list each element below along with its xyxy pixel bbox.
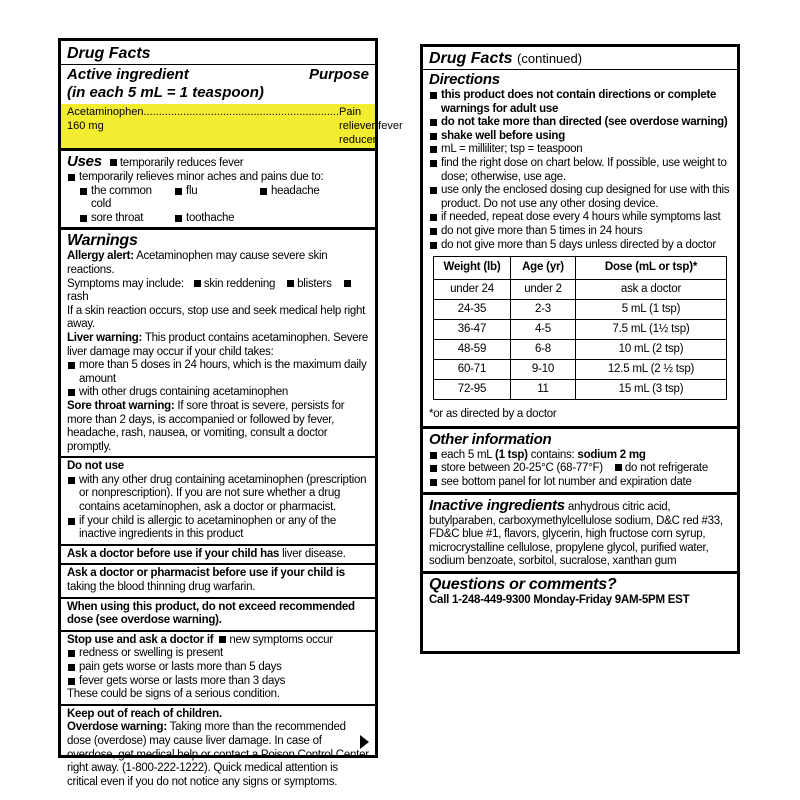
questions-phone: Call 1-248-449-9300 Monday-Friday 9AM-5PM EST (429, 593, 690, 606)
purpose-heading: Purpose (308, 66, 369, 83)
do-not-use-heading: Do not use (67, 460, 124, 473)
directions-heading: Directions (429, 71, 500, 88)
warnings-section (67, 232, 369, 789)
allergy-label: Allergy alert: (67, 250, 134, 263)
use-item: flu (174, 185, 259, 212)
uses-items (67, 185, 369, 226)
continue-arrow-icon (360, 735, 369, 749)
cell-weight: 48-59 (434, 340, 511, 360)
liver-label: Liver warning: (67, 331, 143, 344)
drug-facts-panel-right (420, 44, 740, 654)
active-ingredient-row (61, 104, 403, 148)
active-ingredient-sub: (in each 5 mL = 1 teaspoon) (67, 84, 264, 101)
symptom: blisters (297, 277, 332, 290)
each-mid: contains: (530, 448, 575, 461)
direction-item: shake well before using (429, 130, 731, 144)
ask-doctor-text: liver disease. (282, 547, 346, 560)
cell-weight: under 24 (434, 280, 511, 300)
inactive-section (429, 497, 731, 569)
table-row (434, 360, 727, 380)
use-item: headache (259, 185, 369, 212)
use-item: toothache (174, 212, 259, 226)
inactive-heading: Inactive ingredients (429, 496, 565, 514)
symptoms-label: Symptoms may include: (67, 277, 184, 290)
table-row (434, 300, 727, 320)
table-footnote: *or as directed by a doctor (429, 408, 557, 421)
throat-text: If sore throat is severe, persists for more than 2 days, is accompanied or followed by fever, headache, rash, nausea, or vomiting, consult a doctor promptly. (67, 399, 345, 453)
cell-age: 4-5 (511, 320, 576, 340)
cell-weight: 72-95 (434, 380, 511, 400)
continued-label: (continued) (517, 51, 583, 66)
do-not-use-item: with any other drug containing acetaminophen (prescription or nonprescription). If you are not sure whether a drug contains acetaminophen, ask a doctor or pharmacist. (67, 474, 369, 515)
stop-use-first: new symptoms occur (229, 633, 333, 646)
cell-dose: 10 mL (2 tsp) (576, 340, 727, 360)
use-item: the common cold (79, 185, 174, 212)
direction-item: find the right dose on chart below. If possible, use weight to dose; otherwise, use age. (429, 157, 731, 184)
stop-use-item: redness or swelling is present (67, 647, 369, 661)
store-text: store between 20-25°C (68-77°F) (441, 462, 603, 475)
inactive-text: anhydrous citric acid, butylparaben, carboxymethylcellulose sodium, D&C red #33, FD&C blue #1, flavors, glycerin, high fructose corn syrup, microcrystalline cellulose, propylene glycol, purified water, sodium benzoate, sorbitol, sucralose, xanthan gum (429, 500, 723, 568)
leader-dots: ................................................................ (143, 106, 340, 118)
sodium-value: sodium 2 mg (577, 448, 646, 461)
ingredient-name: Acetaminophen 160 mg (67, 106, 144, 132)
cell-age: 9-10 (511, 360, 576, 380)
ingredient-purpose: Pain reliever/fever reducer (339, 106, 403, 146)
uses-second: temporarily relieves minor aches and pains due to: (67, 171, 369, 185)
refrigerate-text: do not refrigerate (624, 462, 708, 475)
table-row (434, 340, 727, 360)
direction-item: do not give more than 5 days unless directed by a doctor (429, 239, 731, 253)
do-not-use-item: if your child is allergic to acetaminophen or any of the inactive ingredients in this product (67, 515, 369, 542)
other-info-heading: Other information (429, 430, 552, 448)
ask-doctor-label: Ask a doctor before use if your child has (67, 547, 280, 560)
stop-use-label: Stop use and ask a doctor if (67, 633, 214, 646)
cell-age: 11 (511, 380, 576, 400)
cell-dose: 15 mL (3 tsp) (576, 380, 727, 400)
cell-dose: ask a doctor (576, 280, 727, 300)
active-ingredient-heading: Active ingredient (67, 66, 189, 83)
cell-dose: 12.5 mL (2 ½ tsp) (576, 360, 727, 380)
lot-number-text: see bottom panel for lot number and expiration date (429, 476, 731, 490)
direction-item: use only the enclosed dosing cup designed for use with this product. Do not use any other dosing device. (429, 184, 731, 211)
table-row (434, 280, 727, 300)
symptom: skin reddening (203, 277, 276, 290)
stop-use-item: pain gets worse or lasts more than 5 days (67, 661, 369, 675)
when-using-text: When using this product, do not exceed recommended dose (see overdose warning). (67, 600, 355, 627)
drug-facts-panel-left (58, 38, 403, 788)
overdose-label: Overdose warning: (67, 721, 167, 734)
each-bold: (1 tsp) (494, 448, 528, 461)
use-item: sore throat (79, 212, 174, 226)
dosing-table-header (434, 257, 727, 280)
overdose-text: Taking more than the recommended dose (overdose) may cause liver damage. In case of overdose, get medical help or contact a Poison Control Center right away. (1-800-222-1222). Quick medical attention is critical even if you do not notice any signs or symptoms. (67, 721, 369, 788)
throat-label: Sore throat warning: (67, 399, 175, 412)
warnings-heading: Warnings (67, 232, 138, 250)
header-age: Age (yr) (511, 257, 576, 280)
questions-section (429, 576, 731, 608)
allergy-text: Acetaminophen may cause severe skin reactions. (67, 250, 328, 276)
header-weight: Weight (lb) (434, 257, 511, 280)
active-ingredient-header (67, 66, 369, 84)
stop-use-note: These could be signs of a serious condition. (67, 688, 280, 701)
dosing-table (433, 256, 727, 400)
other-info-section (429, 431, 731, 490)
stop-use-item: fever gets worse or lasts more than 3 days (67, 675, 369, 689)
direction-item: do not give more than 5 times in 24 hours (429, 225, 731, 239)
cell-dose: 5 mL (1 tsp) (576, 300, 727, 320)
ask-pharmacist-text: taking the blood thinning drug warfarin. (67, 581, 256, 594)
drug-facts-title: Drug Facts (67, 45, 151, 62)
drug-facts-title-continued: Drug Facts (429, 50, 513, 67)
cell-dose: 7.5 mL (1½ tsp) (576, 320, 727, 340)
symptom: rash (67, 291, 89, 304)
table-row (434, 380, 727, 400)
cell-weight: 60-71 (434, 360, 511, 380)
symptoms-row (67, 278, 369, 305)
uses-section (67, 153, 369, 225)
liver-text: This product contains acetaminophen. Severe liver damage may occur if your child takes: (67, 331, 369, 358)
keep-out-text: Keep out of reach of children. (67, 707, 222, 720)
cell-age: 2-3 (511, 300, 576, 320)
each-prefix: each 5 mL (441, 448, 493, 461)
directions-section (429, 71, 731, 422)
questions-heading: Questions or comments? (429, 575, 617, 593)
cell-weight: 24-35 (434, 300, 511, 320)
ask-pharmacist-label: Ask a doctor or pharmacist before use if your child is (67, 567, 345, 580)
cell-age: 6-8 (511, 340, 576, 360)
liver-item: with other drugs containing acetaminophen (67, 386, 369, 400)
table-row (434, 320, 727, 340)
cell-age: under 2 (511, 280, 576, 300)
direction-item: mL = milliliter; tsp = teaspoon (429, 143, 731, 157)
direction-item: if needed, repeat dose every 4 hours while symptoms last (429, 211, 731, 225)
direction-item: this product does not contain directions or complete warnings for adult use (429, 89, 731, 116)
cell-weight: 36-47 (434, 320, 511, 340)
uses-first: temporarily reduces fever (119, 157, 244, 169)
header-dose: Dose (mL or tsp)* (576, 257, 727, 280)
skin-text: If a skin reaction occurs, stop use and seek medical help right away. (67, 304, 366, 331)
direction-item: do not take more than directed (see overdose warning) (429, 116, 731, 130)
liver-item: more than 5 doses in 24 hours, which is the maximum daily amount (67, 359, 369, 386)
uses-heading: Uses (67, 153, 102, 170)
